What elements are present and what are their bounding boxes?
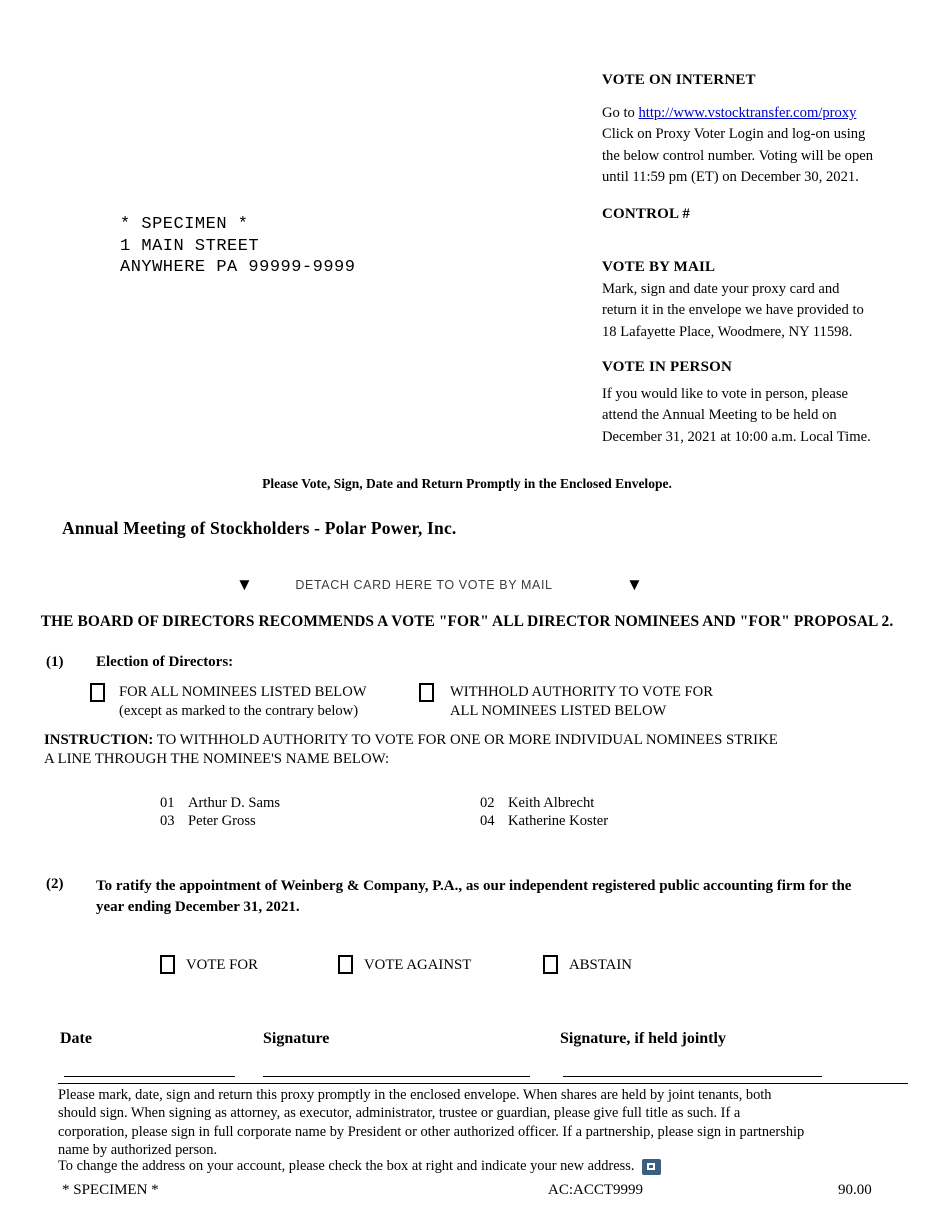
proposal-2-text xyxy=(96,876,896,917)
fine-print-line: corporation, please sign in full corporate name by President or other authorized officer. If a partnership, please sign in partnership xyxy=(58,1123,805,1140)
abstain-label: ABSTAIN xyxy=(569,957,632,973)
proposal-2-line1: To ratify the appointment of Weinberg & Company, P.A., as our independent registered public accounting firm for the xyxy=(96,878,852,894)
footer-amount: 90.00 xyxy=(838,1182,872,1198)
for-all-nominees-checkbox[interactable] xyxy=(90,683,105,702)
address-line-city: ANYWHERE PA 99999-9999 xyxy=(120,258,356,277)
fine-print-line: Please mark, date, sign and return this proxy promptly in the enclosed envelope. When shares are held by joint tenants, both xyxy=(58,1087,772,1103)
mail-body-line: return it in the envelope we have provided to xyxy=(602,302,864,319)
instruction-line1 xyxy=(44,731,778,750)
withhold-authority-option xyxy=(450,683,713,720)
address-change-text: To change the address on your account, please check the box at right and indicate your new address. xyxy=(58,1158,635,1174)
address-change-row xyxy=(58,1158,661,1175)
address-change-checkbox[interactable] xyxy=(642,1159,661,1175)
footer-specimen: * SPECIMEN * xyxy=(62,1182,159,1198)
mail-body-line: Mark, sign and date your proxy card and xyxy=(602,281,840,297)
fine-print xyxy=(58,1086,918,1159)
vote-on-internet-heading: VOTE ON INTERNET xyxy=(602,72,756,88)
vote-for-label: VOTE FOR xyxy=(186,957,258,973)
instruction-text1: TO WITHHOLD AUTHORITY TO VOTE FOR ONE OR MORE INDIVIDUAL NOMINEES STRIKE xyxy=(156,732,778,748)
footer-account-number: AC:ACCT9999 xyxy=(548,1182,644,1198)
vote-in-person-body xyxy=(602,384,934,448)
nominee-name: Arthur D. Sams xyxy=(188,795,281,811)
vote-against-checkbox[interactable] xyxy=(338,955,353,974)
joint-signature-line[interactable] xyxy=(563,1076,822,1077)
return-promptly-notice: Please Vote, Sign, Date and Return Promptly in the Enclosed Envelope. xyxy=(262,476,672,491)
address-line-specimen: * SPECIMEN * xyxy=(120,215,249,234)
recipient-address-block xyxy=(120,214,355,279)
person-body-line: attend the Annual Meeting to be held on xyxy=(602,407,837,424)
vote-against-label: VOTE AGAINST xyxy=(364,957,472,973)
signature-heading: Signature xyxy=(263,1030,330,1047)
person-body-line: December 31, 2021 at 10:00 a.m. Local Time. xyxy=(602,428,871,445)
for-all-line2: (except as marked to the contrary below) xyxy=(119,702,359,719)
instruction-line2: A LINE THROUGH THE NOMINEE'S NAME BELOW: xyxy=(44,751,390,768)
detach-arrow-left-icon: ▼ xyxy=(236,575,253,594)
vote-in-person-heading: VOTE IN PERSON xyxy=(602,359,733,375)
separator-rule xyxy=(58,1083,908,1084)
proposal-1-title: Election of Directors: xyxy=(96,654,234,670)
nominee-item xyxy=(480,794,594,813)
nominee-item xyxy=(160,812,256,831)
vote-by-mail-heading: VOTE BY MAIL xyxy=(602,259,716,275)
proxy-vote-link[interactable]: http://www.vstocktransfer.com/proxy xyxy=(638,105,857,121)
nominee-name: Peter Gross xyxy=(188,813,256,829)
nominee-number: 03 xyxy=(160,813,175,829)
detach-arrow-right-icon: ▼ xyxy=(626,575,643,594)
nominee-name: Katherine Koster xyxy=(508,813,609,829)
signature-line[interactable] xyxy=(263,1076,530,1077)
address-line-street: 1 MAIN STREET xyxy=(120,236,260,256)
abstain-checkbox[interactable] xyxy=(543,955,558,974)
instruction-paragraph xyxy=(44,731,778,769)
board-recommendation: THE BOARD OF DIRECTORS RECOMMENDS A VOTE "FOR" ALL DIRECTOR NOMINEES AND "FOR" PROPOSAL 2. xyxy=(40,613,894,630)
nominee-number: 02 xyxy=(480,795,495,811)
joint-signature-heading: Signature, if held jointly xyxy=(560,1030,726,1047)
nominee-name: Keith Albrecht xyxy=(508,795,595,811)
date-heading: Date xyxy=(60,1030,92,1047)
mail-body-line: 18 Lafayette Place, Woodmere, NY 11598. xyxy=(602,323,853,340)
nominee-number: 04 xyxy=(480,813,495,829)
internet-body-line: Click on Proxy Voter Login and log-on using xyxy=(602,126,866,143)
internet-body-line: until 11:59 pm (ET) on December 30, 2021. xyxy=(602,169,859,186)
withhold-line2: ALL NOMINEES LISTED BELOW xyxy=(450,702,667,719)
meeting-title: Annual Meeting of Stockholders - Polar Power, Inc. xyxy=(62,518,457,538)
date-signature-line[interactable] xyxy=(64,1076,235,1077)
person-body-line: If you would like to vote in person, please xyxy=(602,386,849,402)
proposal-1-number: (1) xyxy=(46,654,64,670)
fine-print-line: should sign. When signing as attorney, as executor, administrator, trustee or guardian, please give full title as such. If a xyxy=(58,1105,741,1122)
withhold-authority-checkbox[interactable] xyxy=(419,683,434,702)
vote-on-internet-body xyxy=(602,103,934,189)
proposal-2-number: (2) xyxy=(46,876,64,892)
for-all-nominees-option xyxy=(119,683,367,720)
address-change-checkbox-inner xyxy=(647,1163,655,1170)
instruction-label: INSTRUCTION: xyxy=(44,732,154,748)
nominee-number: 01 xyxy=(160,795,175,811)
vote-by-mail-body xyxy=(602,279,934,343)
control-number-label: CONTROL # xyxy=(602,206,691,222)
go-to-label: Go to xyxy=(602,105,639,121)
fine-print-line: name by authorized person. xyxy=(58,1141,218,1158)
nominee-item xyxy=(480,812,608,831)
withhold-line1: WITHHOLD AUTHORITY TO VOTE FOR xyxy=(450,684,713,700)
for-all-line1: FOR ALL NOMINEES LISTED BELOW xyxy=(119,684,367,700)
internet-link-line xyxy=(602,103,934,124)
internet-body-line: the below control number. Voting will be open xyxy=(602,147,874,164)
vote-for-checkbox[interactable] xyxy=(160,955,175,974)
detach-card-label: DETACH CARD HERE TO VOTE BY MAIL xyxy=(295,578,553,592)
nominee-item xyxy=(160,794,280,813)
proposal-2-line2: year ending December 31, 2021. xyxy=(96,898,300,915)
